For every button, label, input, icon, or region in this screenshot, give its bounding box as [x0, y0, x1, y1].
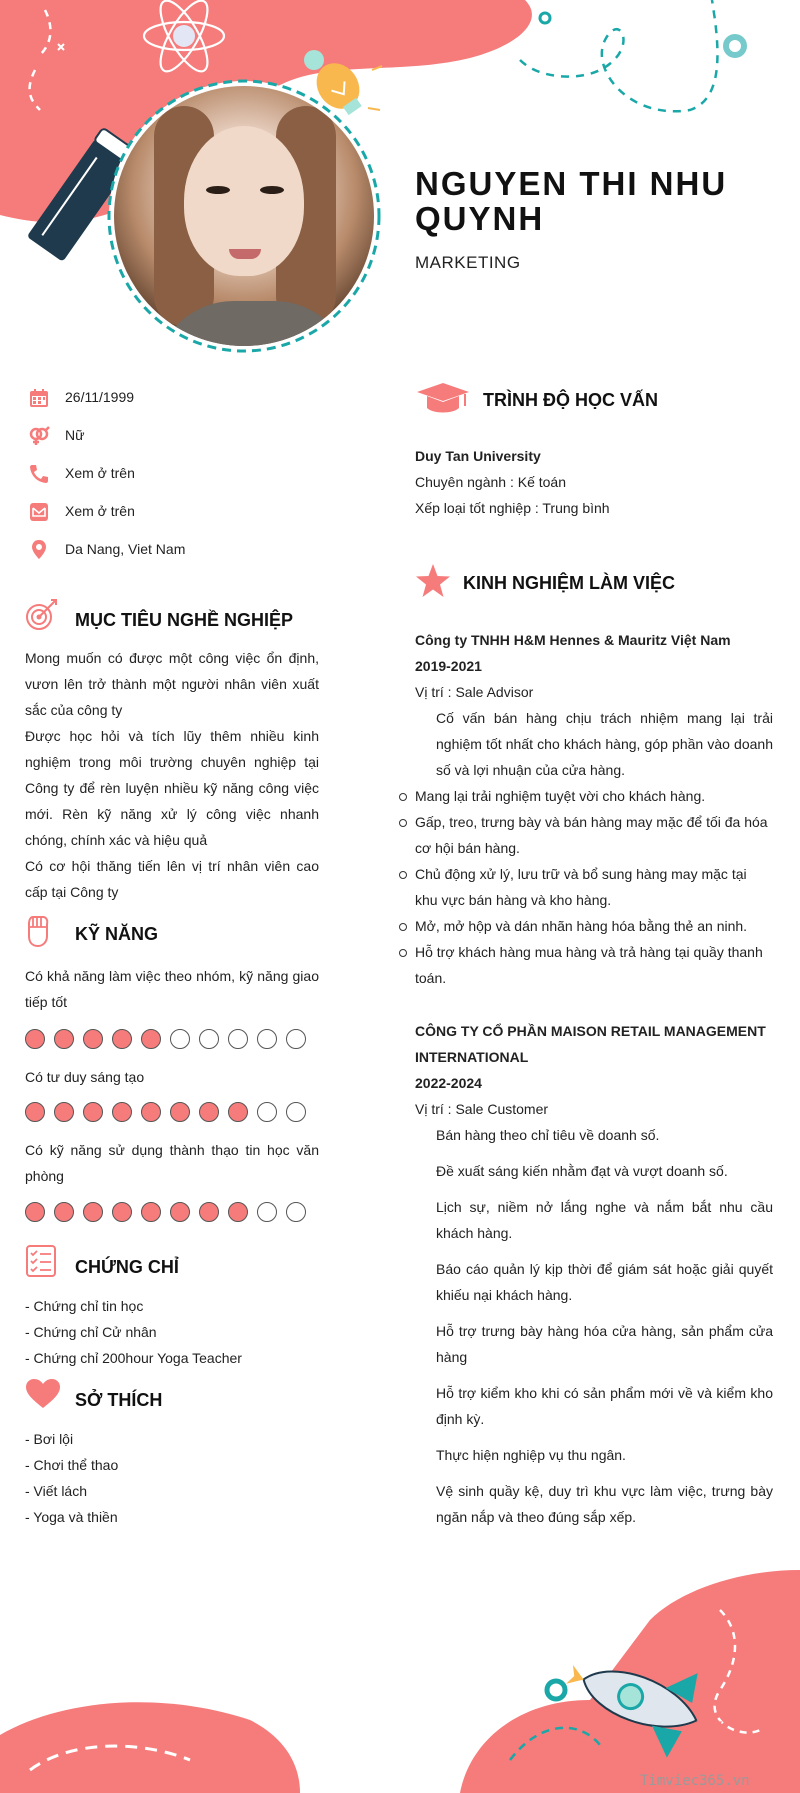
skill-rating [25, 1202, 325, 1226]
skill-rating [25, 1029, 325, 1053]
education-title: TRÌNH ĐỘ HỌC VẤN [483, 390, 658, 410]
job-bullet: Chủ động xử lý, lưu trữ và bổ sung hàng may mặc tại khu vực bán hàng và kho hàng. [415, 861, 773, 913]
candidate-role: MARKETING [415, 253, 521, 272]
hobby-item: - Bơi lội [25, 1431, 74, 1447]
skills-header [25, 914, 345, 948]
rating-dot-empty [257, 1029, 277, 1049]
contact-location [28, 539, 328, 561]
certificate-item: - Chứng chỉ Cử nhân [25, 1324, 157, 1340]
job-duty: Hỗ trợ kiểm kho khi có sản phẩm mới về và kiểm kho định kỳ. [436, 1385, 773, 1427]
rating-dot-filled [141, 1202, 161, 1222]
gender-text: Nữ [65, 427, 85, 443]
hobbies-title: SỞ THÍCH [75, 1390, 163, 1410]
location-text: Da Nang, Viet Nam [65, 541, 186, 557]
calendar-icon [28, 387, 50, 409]
skill-label: Có kỹ năng sử dụng thành thạo tin học văn phòng [25, 1142, 319, 1184]
gender-icon [28, 425, 50, 447]
job-bullet: Mang lại trải nghiệm tuyệt vời cho khách hàng. [415, 783, 773, 809]
objective-header [25, 597, 345, 631]
objective-title: MỤC TIÊU NGHỀ NGHIỆP [75, 610, 294, 630]
rating-dot-filled [25, 1102, 45, 1122]
graduation-cap-icon [415, 382, 471, 416]
objective-line: Có cơ hội thăng tiến lên vị trí nhân viên cao cấp tại Công ty [25, 858, 319, 900]
rating-dot-filled [83, 1029, 103, 1049]
job-bullets [415, 783, 773, 991]
rating-dot-filled [54, 1029, 74, 1049]
rating-dot-empty [170, 1029, 190, 1049]
hobby-item: - Yoga và thiền [25, 1509, 118, 1525]
rating-dot-filled [170, 1202, 190, 1222]
rating-dot-empty [286, 1102, 306, 1122]
rating-dot-empty [228, 1029, 248, 1049]
birthdate-text: 26/11/1999 [65, 389, 135, 405]
objective-line: Mong muốn có được một công việc ổn định, vươn lên trở thành một người nhân viên xuất sắc của công ty [25, 650, 319, 718]
job-entry [415, 627, 773, 991]
certificates-header [25, 1245, 345, 1279]
email-text: Xem ở trên [65, 503, 135, 519]
contact-phone [28, 463, 328, 485]
job-duty: Lịch sự, niềm nở lắng nghe và nắm bắt nhu cầu khách hàng. [436, 1199, 773, 1241]
profile-photo [114, 86, 374, 346]
rating-dot-filled [170, 1102, 190, 1122]
job-bullet: Hỗ trợ khách hàng mua hàng và trả hàng tại quầy thanh toán. [415, 939, 773, 991]
rating-dot-empty [257, 1202, 277, 1222]
contact-email [28, 501, 328, 523]
hobby-item: - Viết lách [25, 1483, 87, 1499]
job-period: 2022-2024 [415, 1075, 482, 1091]
rating-dot-filled [25, 1029, 45, 1049]
job-duty: Thực hiện nghiệp vụ thu ngân. [436, 1447, 626, 1463]
rating-dot-filled [199, 1202, 219, 1222]
rating-dot-filled [112, 1202, 132, 1222]
skill-label: Có tư duy sáng tạo [25, 1069, 145, 1085]
job-duty: Đề xuất sáng kiến nhằm đạt và vượt doanh số. [436, 1163, 728, 1179]
rating-dot-filled [25, 1202, 45, 1222]
candidate-name: NGUYEN THI NHU QUYNH [415, 165, 728, 237]
job-period: 2019-2021 [415, 658, 482, 674]
rating-dot-filled [228, 1202, 248, 1222]
rating-dot-empty [199, 1029, 219, 1049]
target-icon [25, 597, 59, 631]
certificates-title: CHỨNG CHỈ [75, 1257, 179, 1277]
job-summary: Cố vấn bán hàng chịu trách nhiệm mang lại trải nghiệm tốt nhất cho khách hàng, góp phần vào doanh số và lợi nhuận của cửa hàng. [436, 710, 773, 778]
school-name: Duy Tan University [415, 448, 541, 464]
rating-dot-empty [286, 1202, 306, 1222]
skill-label: Có khả năng làm việc theo nhóm, kỹ năng giao tiếp tốt [25, 968, 319, 1010]
phone-icon [28, 463, 50, 485]
rating-dot-filled [141, 1029, 161, 1049]
certificate-item: - Chứng chỉ tin học [25, 1298, 144, 1314]
certificates-list [25, 1293, 242, 1371]
contact-gender [28, 425, 328, 447]
job-position: Vị trí : Sale Advisor [415, 684, 534, 700]
hobby-item: - Chơi thể thao [25, 1457, 119, 1473]
experience-title: KINH NGHIỆM LÀM VIỆC [463, 573, 676, 593]
objective-line: Được học hỏi và tích lũy thêm nhiều kinh nghiệm trong môi trường chuyên nghiệp tại Công ty để rèn luyện nhiều kỹ năng công việc mới. Rèn kỹ năng xử lý công việc nhanh chóng, chính xác và hiệu quả [25, 728, 319, 848]
hobbies-header [25, 1378, 345, 1412]
checklist-icon [25, 1245, 57, 1277]
hobbies-list [25, 1426, 118, 1530]
job-company: CÔNG TY CỔ PHẦN MAISON RETAIL MANAGEMENT INTERNATIONAL [415, 1023, 766, 1065]
skill-rating [25, 1102, 325, 1126]
heart-icon [25, 1378, 61, 1410]
education-details [415, 443, 610, 521]
job-duty: Báo cáo quản lý kịp thời để giám sát hoặc giải quyết khiếu nại khách hàng. [436, 1261, 773, 1303]
location-pin-icon [28, 539, 50, 561]
job-duty: Vệ sinh quầy kệ, duy trì khu vực làm việc, trưng bày ngăn nắp và theo đúng sắp xếp. [436, 1483, 773, 1525]
job-company: Công ty TNHH H&M Hennes & Mauritz Việt Nam [415, 632, 731, 648]
experience-header [415, 563, 775, 599]
footer-brand[interactable]: Timviec365.vn [640, 1773, 750, 1789]
job-bullet: Mở, mở hộp và dán nhãn hàng hóa bằng thẻ an ninh. [415, 913, 773, 939]
job-duty: Bán hàng theo chỉ tiêu về doanh số. [436, 1127, 660, 1143]
education-major: Chuyên ngành : Kế toán [415, 474, 567, 490]
rating-dot-filled [141, 1102, 161, 1122]
rating-dot-filled [112, 1029, 132, 1049]
rating-dot-filled [112, 1102, 132, 1122]
rating-dot-filled [228, 1102, 248, 1122]
rating-dot-filled [83, 1102, 103, 1122]
job-position: Vị trí : Sale Customer [415, 1101, 549, 1117]
education-header [415, 382, 775, 418]
email-icon [28, 501, 50, 523]
rating-dot-filled [83, 1202, 103, 1222]
rating-dot-filled [199, 1102, 219, 1122]
phone-text: Xem ở trên [65, 465, 135, 481]
job-entry [415, 1018, 773, 1540]
rating-dot-filled [54, 1202, 74, 1222]
star-icon [415, 563, 451, 599]
objective-text [25, 645, 319, 905]
education-grade: Xếp loại tốt nghiệp : Trung bình [415, 500, 610, 516]
rating-dot-filled [54, 1102, 74, 1122]
fist-icon [25, 914, 51, 948]
job-bullet: Gấp, treo, trưng bày và bán hàng may mặc để tối đa hóa cơ hội bán hàng. [415, 809, 773, 861]
job-duty: Hỗ trợ trưng bày hàng hóa cửa hàng, sản phẩm cửa hàng [436, 1323, 773, 1365]
contact-birthdate [28, 387, 328, 409]
rating-dot-empty [286, 1029, 306, 1049]
skills-title: KỸ NĂNG [75, 924, 159, 944]
certificate-item: - Chứng chỉ 200hour Yoga Teacher [25, 1350, 242, 1366]
rating-dot-empty [257, 1102, 277, 1122]
